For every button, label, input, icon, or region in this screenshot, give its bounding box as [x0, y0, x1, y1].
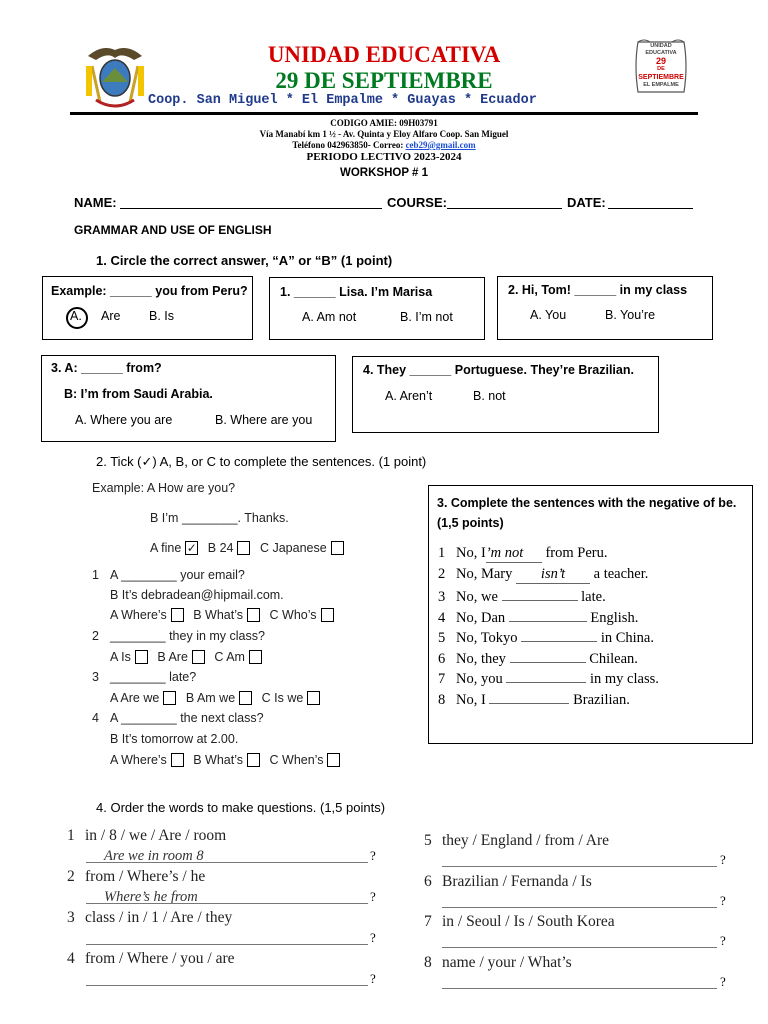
q2-item2-number: 2	[92, 629, 99, 643]
seal-text-5: SEPTIEMBRE	[638, 73, 684, 81]
q4-item4-line	[86, 985, 368, 986]
q4-item8-number: 8	[424, 954, 432, 971]
school-subtitle: 29 DE SEPTIEMBRE	[275, 68, 493, 93]
school-period: PERIODO LECTIVO 2023-2024	[306, 151, 462, 163]
q4-item6-qmark: ?	[720, 893, 726, 908]
q2-example-checkbox-a[interactable]: ✓	[186, 540, 197, 555]
seal-text-1: UNIDAD	[650, 43, 672, 49]
q4-item5-line	[442, 866, 717, 867]
q4-item7-number: 7	[424, 913, 432, 930]
q3-row-2-post: a teacher.	[593, 566, 649, 582]
q3-row-5-post: in China.	[600, 630, 654, 646]
q3-row-6	[438, 648, 638, 668]
q3-row-5-pre: No, Tokyo	[456, 630, 518, 646]
q3-row-2-answer[interactable]: isn’t	[516, 566, 590, 584]
q3-title: 3. Complete the sentences with the negative of be. (1,5 points)	[437, 496, 737, 530]
q2-item4-opt-a: A Where’s	[110, 753, 167, 767]
name-field[interactable]	[120, 208, 382, 209]
q2-example-opt-c: C Japanese	[259, 541, 327, 555]
q2-item2-line1: ________ they in my class?	[110, 629, 265, 643]
q4-item8-line	[442, 988, 717, 989]
q3-row-4-post: English.	[590, 610, 639, 626]
seal-text-4: DE	[657, 66, 665, 72]
q2-example-opt-b: B 24	[207, 541, 234, 555]
q3-row-6-answer[interactable]	[510, 648, 586, 663]
q1-example-option-a-text: Are	[101, 309, 121, 323]
q2-item3-line1: ________ late?	[110, 670, 197, 684]
q4-item1-text: in / 8 / we / Are / room	[85, 827, 227, 844]
q2-item1-line1: A ________ your email?	[110, 568, 245, 582]
q2-example-options	[150, 541, 344, 556]
q3-row-3-pre: No, we	[456, 589, 498, 605]
q4-item7-text: in / Seoul / Is / South Korea	[442, 913, 615, 930]
q2-example-checkbox-c[interactable]	[331, 541, 344, 555]
q1-item3-question-a: 3. A: ______ from?	[51, 361, 162, 375]
q4-item4-text: from / Where / you / are	[85, 950, 235, 967]
q4-item1-qmark: ?	[370, 848, 376, 863]
q3-row-8-answer[interactable]	[489, 689, 569, 704]
q2-example-checkbox-b[interactable]	[237, 541, 250, 555]
phone-label: Teléfono 042963850- Correo:	[292, 140, 406, 150]
date-label: DATE:	[567, 195, 606, 210]
q2-item4-opt-c: C When’s	[269, 753, 324, 767]
q4-item8-text: name / your / What’s	[442, 954, 572, 971]
seal-number: 29	[655, 56, 666, 66]
q2-item1-checkbox-c[interactable]	[321, 608, 334, 622]
q4-item5-qmark: ?	[720, 852, 726, 867]
q1-example-option-b[interactable]: B. Is	[149, 309, 175, 323]
q2-item2-checkbox-b[interactable]	[192, 650, 205, 664]
q3-row-7-pre: No, you	[456, 671, 503, 687]
q3-row-5	[438, 627, 654, 647]
workshop-title: WORKSHOP # 1	[340, 167, 428, 179]
q2-example-opt-a: A fine	[150, 541, 182, 555]
q1-item2-option-a[interactable]: A. You	[530, 308, 567, 322]
q2-item3-checkbox-b[interactable]	[239, 691, 252, 705]
q3-row-7-number: 7	[438, 671, 446, 687]
q2-item1-checkbox-a[interactable]	[171, 608, 184, 622]
q3-row-8	[438, 689, 630, 709]
q3-row-3-number: 3	[438, 589, 446, 605]
q3-row-4-number: 4	[438, 610, 446, 626]
q1-item3-question-b: B: I’m from Saudi Arabia.	[64, 387, 213, 401]
name-label: NAME:	[74, 195, 117, 210]
q2-item4-checkbox-b[interactable]	[247, 753, 260, 767]
q4-item6-number: 6	[424, 873, 432, 890]
q2-item1-opt-c: C Who’s	[269, 608, 317, 622]
q2-item3-number: 3	[92, 670, 99, 684]
q2-item3-opt-a: A Are we	[110, 691, 160, 705]
q2-item3-opt-c: C Is we	[261, 691, 304, 705]
q4-item3-number: 3	[67, 909, 75, 926]
q4-item2-number: 2	[67, 868, 75, 885]
q2-item1-line2: B It’s debradean@hipmail.com.	[110, 588, 284, 602]
q1-item4-question: 4. They ______ Portuguese. They’re Brazilian.	[363, 363, 634, 377]
amie-code: CODIGO AMIE: 09H03791	[330, 118, 438, 128]
q4-item1-answer[interactable]: Are we in room 8	[104, 848, 204, 864]
q4-item5-words	[424, 832, 609, 850]
school-location: Coop. San Miguel * El Empalme * Guayas * Ecuador	[148, 93, 537, 108]
section-title: GRAMMAR AND USE OF ENGLISH	[74, 223, 272, 237]
q3-row-5-answer[interactable]	[521, 627, 597, 642]
q3-row-3	[438, 586, 606, 606]
q4-item6-line	[442, 907, 717, 908]
q2-instruction: 2. Tick (✓) A, B, or C to complete the sentences. (1 point)	[96, 454, 427, 469]
q1-item3-box	[41, 355, 336, 442]
q2-item3-options	[110, 691, 320, 706]
q4-item4-number: 4	[67, 950, 75, 967]
q4-item6-text: Brazilian / Fernanda / Is	[442, 873, 592, 890]
date-field[interactable]	[608, 208, 693, 209]
q2-item2-opt-a: A Is	[110, 650, 131, 664]
q1-item1-question: 1. ______ Lisa. I’m Marisa	[280, 285, 433, 299]
q3-row-4-answer[interactable]	[509, 607, 587, 622]
q3-row-6-number: 6	[438, 651, 446, 667]
q1-example-option-a[interactable]: A.	[70, 309, 82, 323]
q2-item4-line1: A ________ the next class?	[110, 711, 264, 725]
q3-row-3-post: late.	[581, 589, 606, 605]
q4-item6-words	[424, 873, 592, 891]
q3-row-6-pre: No, they	[456, 651, 506, 667]
q4-item4-words	[67, 950, 235, 968]
q1-item3-option-a[interactable]: A. Where you are	[75, 413, 173, 427]
q2-item2-opt-c: C Am	[214, 650, 245, 664]
q4-item2-line	[86, 903, 368, 904]
q2-item4-number: 4	[92, 711, 99, 725]
q1-item2-box	[497, 276, 713, 340]
q1-item3-option-b[interactable]: B. Where are you	[215, 413, 313, 427]
school-seal-logo	[630, 36, 692, 98]
school-email[interactable]: ceb29@gmail.com	[405, 140, 476, 150]
q4-item1-words	[67, 827, 226, 845]
q3-row-8-number: 8	[438, 692, 446, 708]
q4-item2-text: from / Where’s / he	[85, 868, 206, 885]
q4-instruction: 4. Order the words to make questions. (1,5 points)	[96, 800, 386, 815]
q2-item2-checkbox-c[interactable]	[249, 650, 262, 664]
q1-item2-question: 2. Hi, Tom! ______ in my class	[508, 283, 688, 297]
q2-item3-opt-b: B Am we	[185, 691, 236, 705]
q3-row-7-post: in my class.	[589, 671, 659, 687]
course-label: COURSE:	[387, 195, 447, 210]
q3-row-2-number: 2	[438, 566, 446, 582]
q3-row-6-post: Chilean.	[589, 651, 638, 667]
q1-item2-option-b[interactable]: B. You’re	[605, 308, 656, 322]
q1-instruction: 1. Circle the correct answer, “A” or “B” (1 point)	[96, 253, 393, 268]
q4-item5-text: they / England / from / Are	[442, 832, 610, 849]
q1-item1-box	[269, 277, 485, 340]
seal-text-2: EDUCATIVA	[645, 49, 677, 56]
q4-item7-words	[424, 913, 615, 931]
q4-item7-line	[442, 947, 717, 948]
school-address: Vía Manabí km 1 ½ - Av. Quinta y Eloy Alfaro Coop. San Miguel	[259, 129, 509, 139]
q1-item4-option-a[interactable]: A. Aren’t	[385, 389, 433, 403]
q3-row-3-answer[interactable]	[502, 586, 578, 601]
q2-item3-checkbox-c[interactable]	[307, 691, 320, 705]
q2-item1-opt-a: A Where’s	[110, 608, 167, 622]
q4-item7-qmark: ?	[720, 933, 726, 948]
header-divider	[70, 112, 698, 115]
q1-item4-box	[352, 356, 659, 433]
q1-item4-option-b[interactable]: B. not	[473, 389, 506, 403]
q4-item3-qmark: ?	[370, 930, 376, 945]
q3-row-5-number: 5	[438, 630, 446, 646]
q3-row-1-pre: No, I	[456, 545, 486, 561]
q3-row-1-post: from Peru.	[545, 545, 608, 561]
q3-row-4-pre: No, Dan	[456, 610, 506, 626]
q2-example-a: Example: A How are you?	[92, 481, 236, 495]
q1-item1-option-b[interactable]: B. I’m not	[400, 310, 453, 324]
q2-item2-opt-b: B Are	[157, 650, 188, 664]
q2-item1-checkbox-b[interactable]	[247, 608, 260, 622]
q3-row-2	[438, 566, 648, 584]
school-contact	[0, 140, 768, 150]
q3-row-8-pre: No, I	[456, 692, 486, 708]
q4-item3-line	[86, 944, 368, 945]
q1-example-question: Example: ______ you from Peru?	[51, 284, 248, 298]
q4-item2-words	[67, 868, 205, 886]
q2-item4-opt-b: B What’s	[193, 753, 244, 767]
q4-item4-qmark: ?	[370, 971, 376, 986]
q4-item8-qmark: ?	[720, 974, 726, 989]
q2-item1-options	[110, 608, 334, 623]
q1-item1-option-a[interactable]: A. Am not	[302, 310, 357, 324]
q3-row-1-number: 1	[438, 545, 446, 561]
q3-row-4	[438, 607, 638, 627]
q2-item2-checkbox-a[interactable]	[135, 650, 148, 664]
school-title: UNIDAD EDUCATIVA	[267, 42, 501, 67]
q4-item1-number: 1	[67, 827, 75, 844]
seal-text-6: EL EMPALME	[643, 81, 679, 88]
q4-item3-words	[67, 909, 232, 927]
q3-row-7	[438, 668, 659, 688]
q4-item2-qmark: ?	[370, 889, 376, 904]
q2-item1-number: 1	[92, 568, 99, 582]
q2-item4-line2: B It’s tomorrow at 2.00.	[110, 732, 239, 746]
q4-item8-words	[424, 954, 572, 972]
q4-item2-answer[interactable]: Where’s he from	[104, 889, 198, 905]
q3-row-7-answer[interactable]	[506, 668, 586, 683]
q2-item3-checkbox-a[interactable]	[163, 691, 176, 705]
q4-item5-number: 5	[424, 832, 432, 849]
q4-item1-line	[86, 862, 368, 863]
q2-example-b: B I’m ________. Thanks.	[150, 511, 289, 525]
q3-row-8-post: Brazilian.	[573, 692, 630, 708]
course-field[interactable]	[447, 208, 562, 209]
q3-row-1-answer[interactable]: ’m not	[486, 545, 542, 563]
q2-item4-options	[110, 753, 340, 768]
q3-row-1	[438, 545, 607, 563]
q2-item2-options	[110, 650, 262, 665]
q2-item4-checkbox-c[interactable]	[327, 753, 340, 767]
q3-row-2-pre: No, Mary	[456, 566, 513, 582]
q2-item4-checkbox-a[interactable]	[171, 753, 184, 767]
q2-item1-opt-b: B What’s	[193, 608, 244, 622]
q1-example-box	[42, 276, 253, 340]
q4-item3-text: class / in / 1 / Are / they	[85, 909, 233, 926]
